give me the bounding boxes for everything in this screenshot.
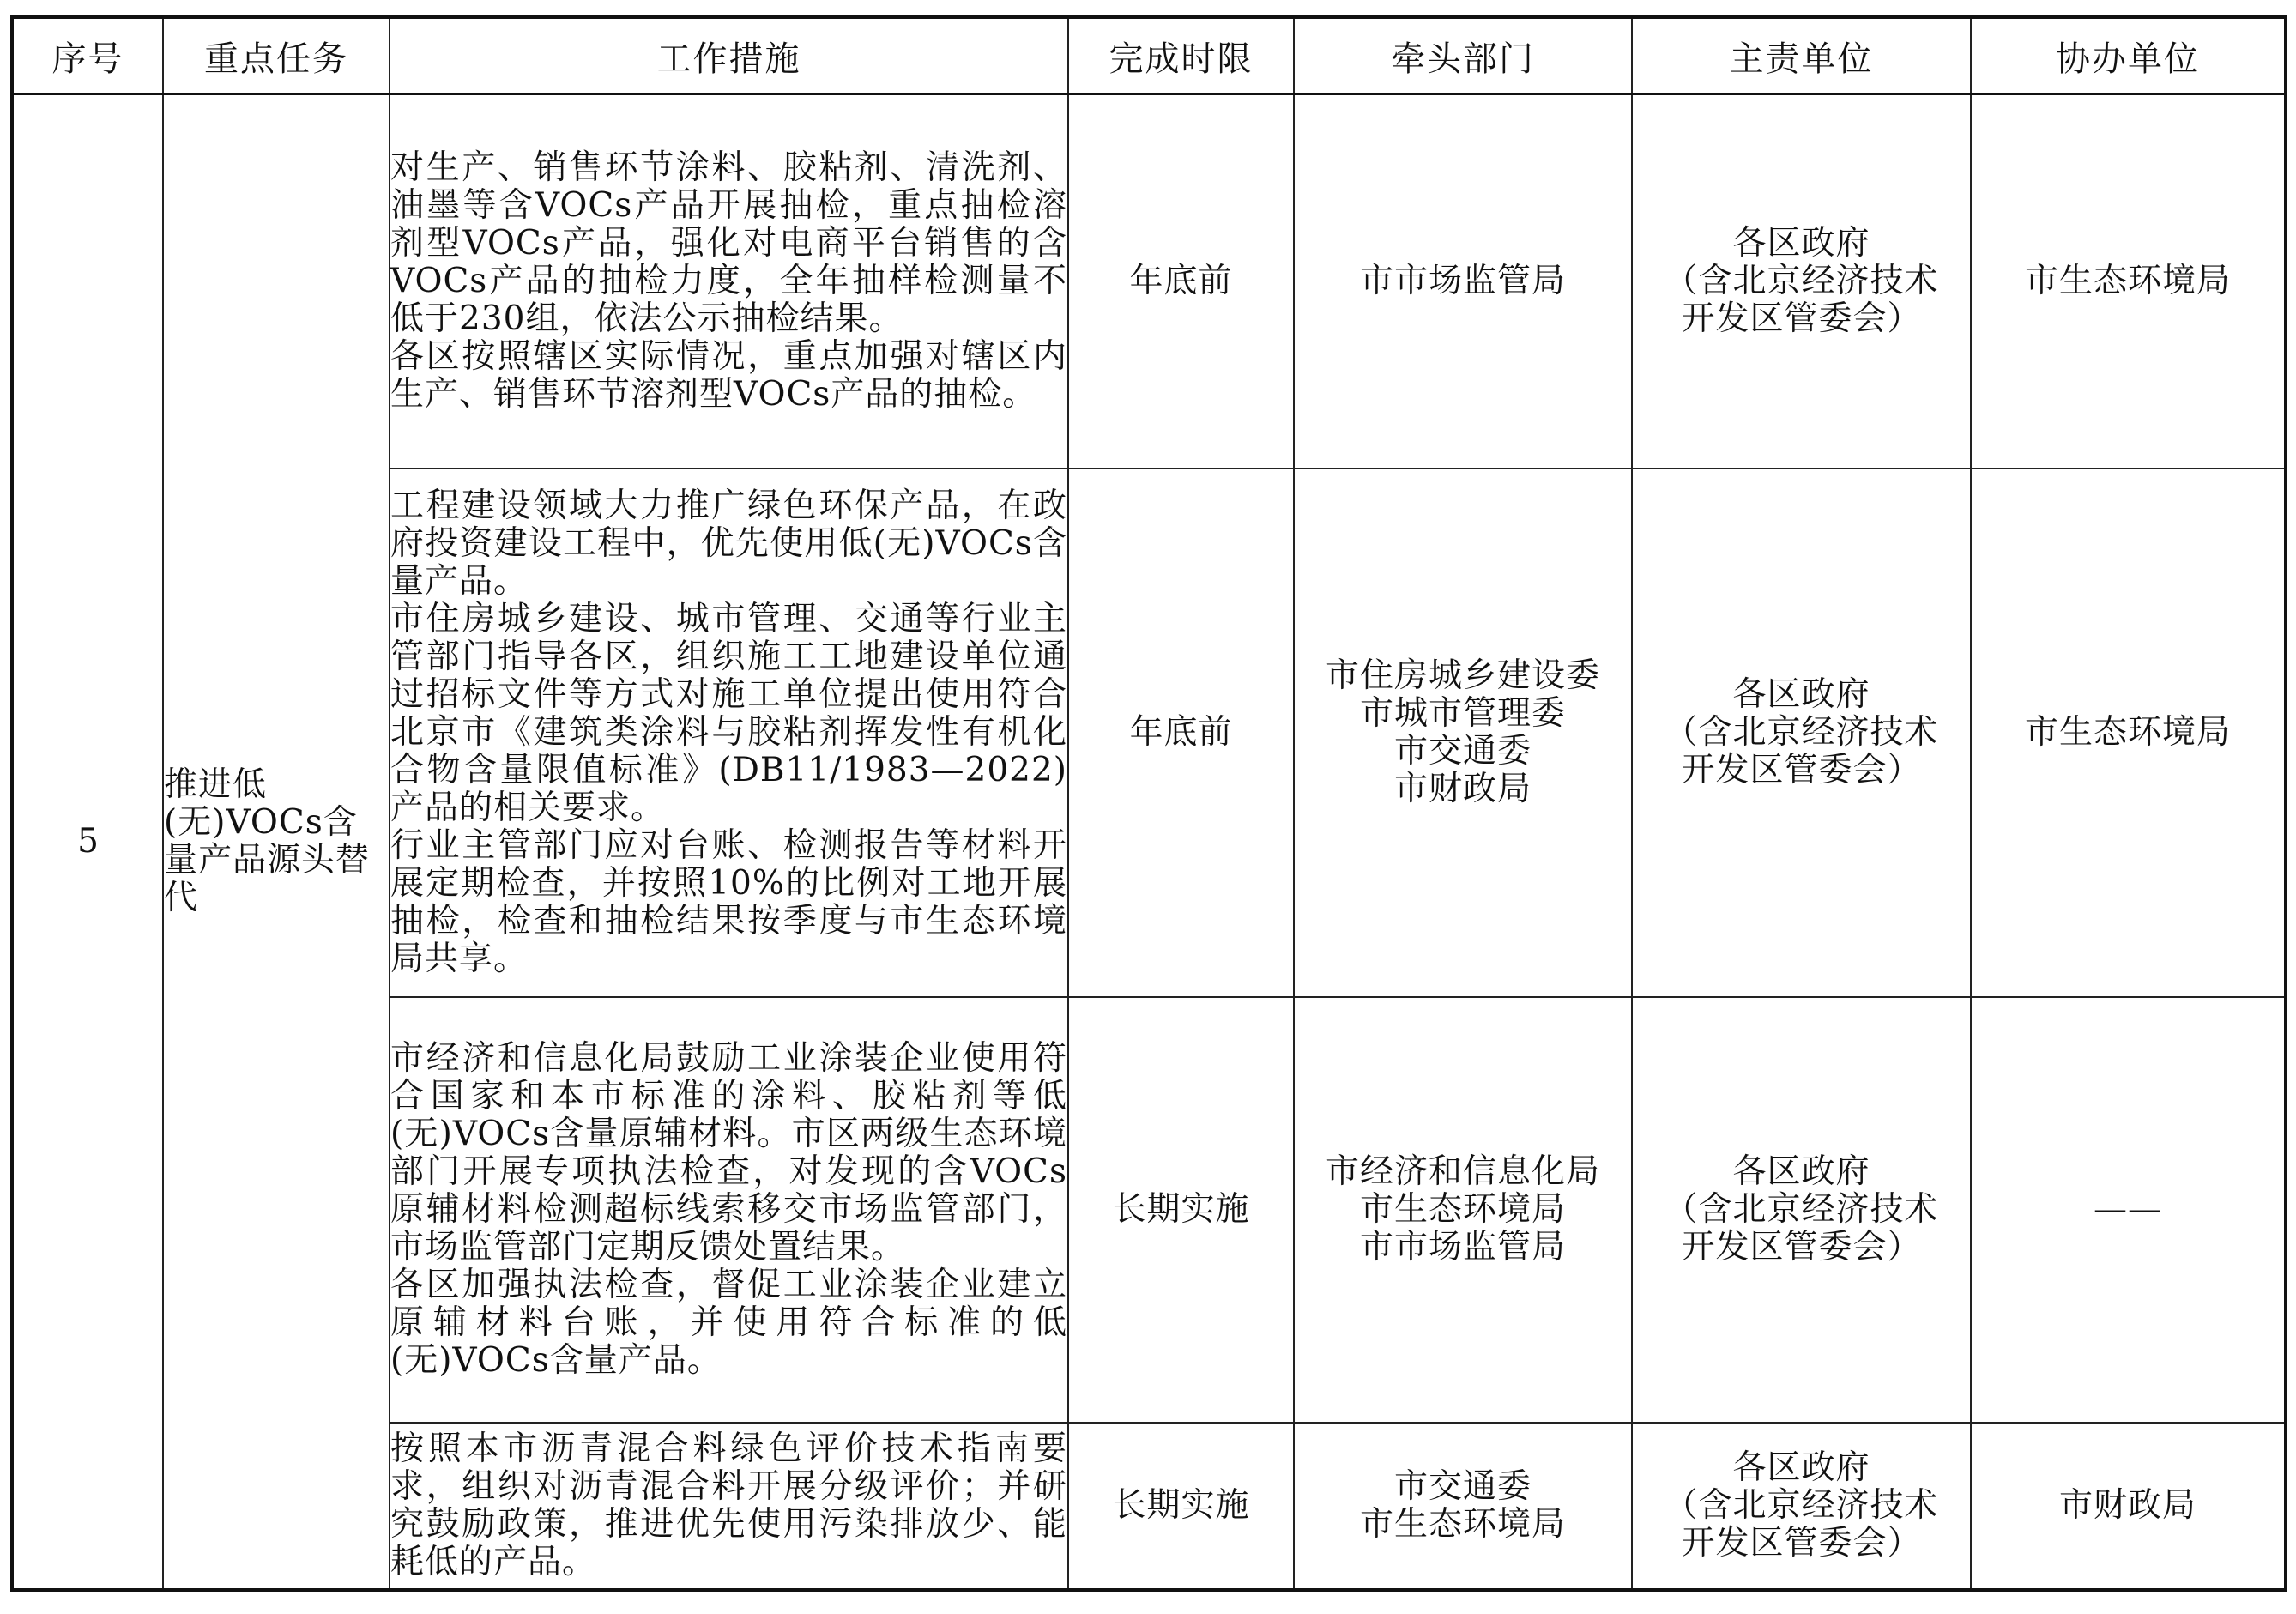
header-responsible-unit: 主责单位 — [1632, 17, 1971, 94]
lead-dept: 市城市管理委 — [1359, 693, 1566, 733]
deadline-cell: 年底前 — [1068, 468, 1294, 997]
key-task: 推进低(无)VOCs含量产品源头替代 — [163, 94, 390, 1590]
lead-dept: 市经济和信息化局 — [1325, 1152, 1600, 1191]
header-seq: 序号 — [12, 17, 163, 94]
lead-dept: 市生态环境局 — [1359, 1189, 1566, 1229]
header-row — [12, 17, 2286, 94]
lead-dept: 市市场监管局 — [1359, 261, 1566, 300]
responsible-line: 各区政府 — [1732, 674, 1870, 714]
lead-dept: 市生态环境局 — [1359, 1504, 1566, 1544]
responsible-line: 开发区管委会） — [1681, 750, 1922, 789]
measures-cell — [390, 997, 1068, 1423]
responsible-line: （含北京经济技术 — [1664, 1189, 1939, 1229]
measures-cell — [390, 94, 1068, 468]
lead-dept-cell — [1294, 1423, 1632, 1590]
assist-cell: —— — [1971, 997, 2286, 1423]
lead-dept: 市市场监管局 — [1359, 1227, 1566, 1266]
lead-dept: 市住房城乡建设委 — [1325, 656, 1600, 695]
assist-cell: 市财政局 — [1971, 1423, 2286, 1590]
assist-cell: 市生态环境局 — [1971, 94, 2286, 468]
task-table — [10, 15, 2287, 1592]
measure-paragraph: 行业主管部门应对台账、检测报告等材料开展定期检查，并按照10%的比例对工地开展抽检，检查和抽检结果按季度与市生态环境局共享。 — [390, 825, 1067, 978]
responsible-cell — [1632, 468, 1971, 997]
deadline-cell: 长期实施 — [1068, 997, 1294, 1423]
deadline-cell: 年底前 — [1068, 94, 1294, 468]
header-assist-unit: 协办单位 — [1971, 17, 2286, 94]
responsible-line: （含北京经济技术 — [1664, 261, 1939, 300]
measure-paragraph: 市住房城乡建设、城市管理、交通等行业主管部门指导各区，组织施工工地建设单位通过招标文件等方式对施工单位提出使用符合北京市《建筑类涂料与胶粘剂挥发性有机化合物含量限值标准》(DB11/1983—2022)产品的相关要求。 — [390, 599, 1067, 827]
responsible-line: 各区政府 — [1732, 223, 1870, 263]
measure-paragraph: 工程建设领域大力推广绿色环保产品，在政府投资建设工程中，优先使用低(无)VOCs含量产品。 — [390, 486, 1067, 601]
measures-cell — [390, 468, 1068, 997]
assist-cell: 市生态环境局 — [1971, 468, 2286, 997]
header-lead-dept: 牵头部门 — [1294, 17, 1632, 94]
lead-dept-cell — [1294, 468, 1632, 997]
measure-paragraph: 对生产、销售环节涂料、胶粘剂、清洗剂、油墨等含VOCs产品开展抽检，重点抽检溶剂型VOCs产品，强化对电商平台销售的含VOCs产品的抽检力度，全年抽样检测量不低于230组，依法公示抽检结果。 — [390, 148, 1067, 338]
responsible-line: 开发区管委会） — [1681, 1523, 1922, 1563]
responsible-cell — [1632, 1423, 1971, 1590]
header-task: 重点任务 — [163, 17, 390, 94]
measure-paragraph: 按照本市沥青混合料绿色评价技术指南要求，组织对沥青混合料开展分级评价；并研究鼓励政策，推进优先使用污染排放少、能耗低的产品。 — [390, 1429, 1067, 1581]
lead-dept-cell — [1294, 94, 1632, 468]
responsible-line: 各区政府 — [1732, 1152, 1870, 1191]
lead-dept: 市交通委 — [1393, 1466, 1532, 1506]
responsible-line: （含北京经济技术 — [1664, 1485, 1939, 1525]
responsible-cell — [1632, 997, 1971, 1423]
measure-paragraph: 各区按照辖区实际情况，重点加强对辖区内生产、销售环节溶剂型VOCs产品的抽检。 — [390, 336, 1067, 414]
lead-dept-cell — [1294, 997, 1632, 1423]
seq-number: 5 — [12, 94, 163, 1590]
deadline-cell: 长期实施 — [1068, 1423, 1294, 1590]
responsible-line: 各区政府 — [1732, 1448, 1870, 1487]
lead-dept: 市财政局 — [1393, 769, 1532, 808]
responsible-line: 开发区管委会） — [1681, 1227, 1922, 1266]
responsible-line: （含北京经济技术 — [1664, 712, 1939, 752]
responsible-line: 开发区管委会） — [1681, 299, 1922, 338]
header-measures: 工作措施 — [390, 17, 1068, 94]
measure-paragraph: 市经济和信息化局鼓励工业涂装企业使用符合国家和本市标准的涂料、胶粘剂等低(无)VOCs含量原辅材料。市区两级生态环境部门开展专项执法检查，对发现的含VOCs原辅材料检测超标线索移交市场监管部门，市场监管部门定期反馈处置结果。 — [390, 1038, 1067, 1266]
table-row — [12, 94, 2286, 468]
responsible-cell — [1632, 94, 1971, 468]
header-deadline: 完成时限 — [1068, 17, 1294, 94]
measure-paragraph: 各区加强执法检查，督促工业涂装企业建立原辅材料台账，并使用符合标准的低(无)VOCs含量产品。 — [390, 1265, 1067, 1380]
measures-cell — [390, 1423, 1068, 1590]
lead-dept: 市交通委 — [1393, 731, 1532, 771]
